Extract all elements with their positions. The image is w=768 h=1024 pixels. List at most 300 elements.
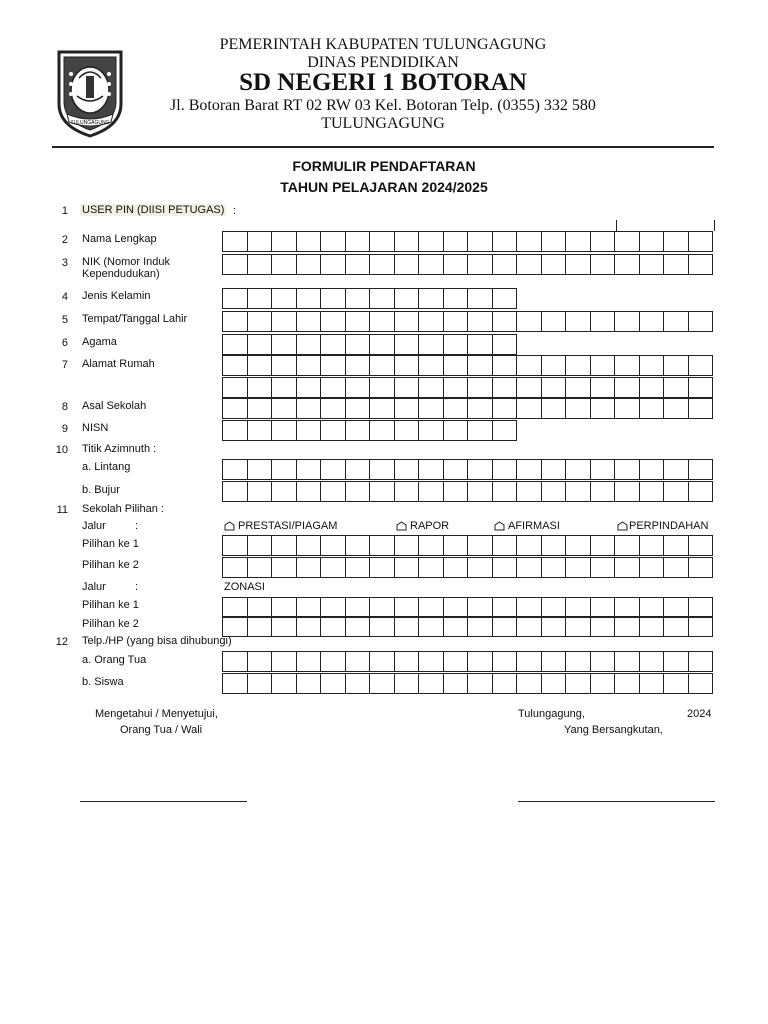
char-box[interactable] (296, 597, 322, 618)
char-box[interactable] (688, 557, 714, 578)
char-box[interactable] (394, 673, 420, 694)
char-box[interactable] (320, 311, 346, 332)
char-box[interactable] (247, 311, 273, 332)
choice1-boxes[interactable] (222, 535, 713, 556)
char-box[interactable] (443, 311, 469, 332)
char-box[interactable] (688, 651, 714, 672)
birth-place-date-boxes[interactable] (222, 311, 713, 332)
char-box[interactable] (320, 334, 346, 355)
char-box[interactable] (443, 557, 469, 578)
char-box[interactable] (541, 557, 567, 578)
choice2-boxes[interactable] (222, 557, 713, 578)
char-box[interactable] (394, 616, 420, 637)
char-box[interactable] (467, 398, 493, 419)
char-box[interactable] (345, 398, 371, 419)
char-box[interactable] (345, 651, 371, 672)
char-box[interactable] (663, 355, 689, 376)
char-box[interactable] (296, 673, 322, 694)
char-box[interactable] (492, 651, 518, 672)
char-box[interactable] (418, 616, 444, 637)
char-box[interactable] (418, 398, 444, 419)
char-box[interactable] (271, 651, 297, 672)
char-box[interactable] (222, 355, 248, 376)
char-box[interactable] (492, 254, 518, 275)
char-box[interactable] (222, 334, 248, 355)
char-box[interactable] (320, 535, 346, 556)
char-box[interactable] (443, 334, 469, 355)
char-box[interactable] (443, 377, 469, 398)
char-box[interactable] (394, 355, 420, 376)
char-box[interactable] (369, 254, 395, 275)
char-box[interactable] (516, 651, 542, 672)
char-box[interactable] (247, 420, 273, 441)
char-box[interactable] (663, 651, 689, 672)
char-box[interactable] (247, 673, 273, 694)
char-box[interactable] (247, 231, 273, 252)
char-box[interactable] (565, 673, 591, 694)
char-box[interactable] (296, 420, 322, 441)
char-box[interactable] (271, 231, 297, 252)
char-box[interactable] (590, 398, 616, 419)
char-box[interactable] (639, 673, 665, 694)
char-box[interactable] (663, 231, 689, 252)
char-box[interactable] (492, 420, 518, 441)
char-box[interactable] (443, 398, 469, 419)
char-box[interactable] (590, 557, 616, 578)
char-box[interactable] (320, 377, 346, 398)
char-box[interactable] (688, 673, 714, 694)
char-box[interactable] (443, 651, 469, 672)
char-box[interactable] (467, 459, 493, 480)
char-box[interactable] (320, 616, 346, 637)
char-box[interactable] (320, 288, 346, 309)
char-box[interactable] (541, 651, 567, 672)
char-box[interactable] (663, 616, 689, 637)
char-box[interactable] (467, 288, 493, 309)
char-box[interactable] (663, 311, 689, 332)
char-box[interactable] (394, 377, 420, 398)
char-box[interactable] (369, 597, 395, 618)
char-box[interactable] (271, 459, 297, 480)
char-box[interactable] (516, 231, 542, 252)
option-prestasi[interactable] (224, 520, 337, 532)
char-box[interactable] (492, 398, 518, 419)
char-box[interactable] (688, 355, 714, 376)
char-box[interactable] (394, 254, 420, 275)
char-box[interactable] (614, 377, 640, 398)
char-box[interactable] (614, 398, 640, 419)
char-box[interactable] (320, 459, 346, 480)
char-box[interactable] (565, 616, 591, 637)
char-box[interactable] (222, 231, 248, 252)
char-box[interactable] (443, 420, 469, 441)
char-box[interactable] (541, 311, 567, 332)
char-box[interactable] (296, 459, 322, 480)
char-box[interactable] (541, 673, 567, 694)
char-box[interactable] (590, 459, 616, 480)
char-box[interactable] (565, 597, 591, 618)
char-box[interactable] (345, 334, 371, 355)
char-box[interactable] (418, 651, 444, 672)
char-box[interactable] (369, 334, 395, 355)
char-box[interactable] (345, 231, 371, 252)
char-box[interactable] (663, 398, 689, 419)
char-box[interactable] (516, 355, 542, 376)
char-box[interactable] (639, 311, 665, 332)
zonasi-choice1-boxes[interactable] (222, 597, 713, 618)
char-box[interactable] (394, 481, 420, 502)
char-box[interactable] (516, 398, 542, 419)
char-box[interactable] (247, 535, 273, 556)
char-box[interactable] (492, 459, 518, 480)
origin-school-boxes[interactable] (222, 398, 713, 419)
char-box[interactable] (443, 673, 469, 694)
char-box[interactable] (345, 597, 371, 618)
char-box[interactable] (614, 616, 640, 637)
gender-boxes[interactable] (222, 288, 517, 309)
char-box[interactable] (565, 459, 591, 480)
char-box[interactable] (345, 481, 371, 502)
char-box[interactable] (541, 254, 567, 275)
char-box[interactable] (590, 616, 616, 637)
char-box[interactable] (222, 459, 248, 480)
char-box[interactable] (345, 420, 371, 441)
char-box[interactable] (271, 597, 297, 618)
char-box[interactable] (418, 334, 444, 355)
char-box[interactable] (247, 254, 273, 275)
char-box[interactable] (418, 673, 444, 694)
char-box[interactable] (222, 481, 248, 502)
char-box[interactable] (222, 673, 248, 694)
char-box[interactable] (271, 616, 297, 637)
char-box[interactable] (565, 398, 591, 419)
char-box[interactable] (443, 481, 469, 502)
char-box[interactable] (688, 254, 714, 275)
char-box[interactable] (271, 254, 297, 275)
char-box[interactable] (443, 616, 469, 637)
char-box[interactable] (222, 557, 248, 578)
char-box[interactable] (467, 673, 493, 694)
char-box[interactable] (565, 651, 591, 672)
char-box[interactable] (296, 481, 322, 502)
char-box[interactable] (345, 673, 371, 694)
char-box[interactable] (418, 355, 444, 376)
char-box[interactable] (614, 254, 640, 275)
char-box[interactable] (296, 535, 322, 556)
char-box[interactable] (688, 459, 714, 480)
char-box[interactable] (467, 616, 493, 637)
char-box[interactable] (443, 231, 469, 252)
char-box[interactable] (467, 557, 493, 578)
char-box[interactable] (271, 398, 297, 419)
char-box[interactable] (345, 557, 371, 578)
char-box[interactable] (418, 420, 444, 441)
char-box[interactable] (590, 673, 616, 694)
char-box[interactable] (247, 355, 273, 376)
char-box[interactable] (443, 535, 469, 556)
char-box[interactable] (222, 420, 248, 441)
char-box[interactable] (663, 557, 689, 578)
char-box[interactable] (222, 651, 248, 672)
char-box[interactable] (516, 459, 542, 480)
char-box[interactable] (394, 420, 420, 441)
char-box[interactable] (443, 288, 469, 309)
char-box[interactable] (222, 535, 248, 556)
char-box[interactable] (320, 651, 346, 672)
char-box[interactable] (247, 334, 273, 355)
char-box[interactable] (320, 597, 346, 618)
char-box[interactable] (418, 377, 444, 398)
char-box[interactable] (345, 288, 371, 309)
char-box[interactable] (590, 597, 616, 618)
char-box[interactable] (516, 557, 542, 578)
char-box[interactable] (590, 377, 616, 398)
char-box[interactable] (271, 377, 297, 398)
char-box[interactable] (688, 398, 714, 419)
char-box[interactable] (345, 377, 371, 398)
parent-phone-boxes[interactable] (222, 651, 713, 672)
char-box[interactable] (345, 616, 371, 637)
char-box[interactable] (369, 557, 395, 578)
char-box[interactable] (516, 673, 542, 694)
char-box[interactable] (247, 288, 273, 309)
char-box[interactable] (345, 254, 371, 275)
char-box[interactable] (590, 311, 616, 332)
char-box[interactable] (467, 311, 493, 332)
nisn-boxes[interactable] (222, 420, 517, 441)
char-box[interactable] (614, 535, 640, 556)
char-box[interactable] (443, 254, 469, 275)
char-box[interactable] (541, 616, 567, 637)
char-box[interactable] (296, 311, 322, 332)
char-box[interactable] (639, 557, 665, 578)
char-box[interactable] (222, 311, 248, 332)
char-box[interactable] (639, 398, 665, 419)
char-box[interactable] (345, 535, 371, 556)
char-box[interactable] (296, 231, 322, 252)
char-box[interactable] (516, 597, 542, 618)
char-box[interactable] (222, 288, 248, 309)
char-box[interactable] (565, 231, 591, 252)
char-box[interactable] (296, 288, 322, 309)
char-box[interactable] (663, 377, 689, 398)
char-box[interactable] (320, 481, 346, 502)
char-box[interactable] (369, 377, 395, 398)
option-rapor[interactable] (396, 520, 449, 532)
char-box[interactable] (247, 651, 273, 672)
char-box[interactable] (369, 398, 395, 419)
char-box[interactable] (345, 311, 371, 332)
char-box[interactable] (614, 481, 640, 502)
char-box[interactable] (369, 459, 395, 480)
char-box[interactable] (296, 616, 322, 637)
char-box[interactable] (639, 377, 665, 398)
char-box[interactable] (467, 231, 493, 252)
char-box[interactable] (565, 481, 591, 502)
char-box[interactable] (688, 535, 714, 556)
char-box[interactable] (565, 557, 591, 578)
char-box[interactable] (541, 398, 567, 419)
char-box[interactable] (565, 355, 591, 376)
char-box[interactable] (320, 673, 346, 694)
char-box[interactable] (565, 254, 591, 275)
char-box[interactable] (443, 597, 469, 618)
char-box[interactable] (271, 288, 297, 309)
char-box[interactable] (394, 557, 420, 578)
char-box[interactable] (443, 355, 469, 376)
char-box[interactable] (492, 231, 518, 252)
char-box[interactable] (565, 535, 591, 556)
char-box[interactable] (394, 535, 420, 556)
char-box[interactable] (369, 651, 395, 672)
char-box[interactable] (614, 557, 640, 578)
char-box[interactable] (394, 459, 420, 480)
char-box[interactable] (222, 616, 248, 637)
zonasi-choice2-boxes[interactable] (222, 616, 713, 637)
char-box[interactable] (541, 231, 567, 252)
char-box[interactable] (467, 420, 493, 441)
char-box[interactable] (467, 535, 493, 556)
char-box[interactable] (394, 311, 420, 332)
char-box[interactable] (614, 459, 640, 480)
char-box[interactable] (614, 651, 640, 672)
char-box[interactable] (394, 231, 420, 252)
char-box[interactable] (590, 535, 616, 556)
char-box[interactable] (688, 616, 714, 637)
char-box[interactable] (418, 288, 444, 309)
char-box[interactable] (492, 288, 518, 309)
char-box[interactable] (590, 481, 616, 502)
char-box[interactable] (565, 311, 591, 332)
char-box[interactable] (394, 288, 420, 309)
char-box[interactable] (271, 355, 297, 376)
char-box[interactable] (418, 481, 444, 502)
char-box[interactable] (639, 254, 665, 275)
char-box[interactable] (369, 311, 395, 332)
char-box[interactable] (271, 311, 297, 332)
nik-boxes[interactable] (222, 254, 713, 275)
latitude-boxes[interactable] (222, 459, 713, 480)
char-box[interactable] (614, 231, 640, 252)
char-box[interactable] (492, 616, 518, 637)
char-box[interactable] (296, 355, 322, 376)
char-box[interactable] (296, 254, 322, 275)
char-box[interactable] (663, 597, 689, 618)
char-box[interactable] (271, 420, 297, 441)
char-box[interactable] (247, 616, 273, 637)
char-box[interactable] (492, 311, 518, 332)
char-box[interactable] (320, 254, 346, 275)
option-afirmasi[interactable] (494, 520, 560, 532)
char-box[interactable] (492, 334, 518, 355)
char-box[interactable] (467, 355, 493, 376)
char-box[interactable] (467, 597, 493, 618)
char-box[interactable] (467, 481, 493, 502)
full-name-boxes[interactable] (222, 231, 713, 252)
char-box[interactable] (369, 535, 395, 556)
char-box[interactable] (271, 673, 297, 694)
address-boxes-line1[interactable] (222, 355, 713, 376)
char-box[interactable] (418, 459, 444, 480)
char-box[interactable] (394, 334, 420, 355)
char-box[interactable] (296, 377, 322, 398)
char-box[interactable] (418, 535, 444, 556)
char-box[interactable] (663, 481, 689, 502)
char-box[interactable] (541, 355, 567, 376)
char-box[interactable] (369, 231, 395, 252)
char-box[interactable] (614, 597, 640, 618)
char-box[interactable] (418, 231, 444, 252)
char-box[interactable] (247, 597, 273, 618)
char-box[interactable] (516, 535, 542, 556)
char-box[interactable] (222, 398, 248, 419)
char-box[interactable] (467, 377, 493, 398)
char-box[interactable] (369, 288, 395, 309)
char-box[interactable] (369, 673, 395, 694)
char-box[interactable] (418, 597, 444, 618)
char-box[interactable] (688, 311, 714, 332)
char-box[interactable] (369, 616, 395, 637)
char-box[interactable] (271, 557, 297, 578)
address-boxes-line2[interactable] (222, 377, 713, 398)
char-box[interactable] (590, 231, 616, 252)
char-box[interactable] (345, 355, 371, 376)
char-box[interactable] (222, 254, 248, 275)
char-box[interactable] (222, 597, 248, 618)
char-box[interactable] (541, 377, 567, 398)
char-box[interactable] (639, 355, 665, 376)
student-phone-boxes[interactable] (222, 673, 713, 694)
char-box[interactable] (590, 355, 616, 376)
char-box[interactable] (320, 398, 346, 419)
char-box[interactable] (320, 355, 346, 376)
char-box[interactable] (394, 651, 420, 672)
char-box[interactable] (345, 459, 371, 480)
char-box[interactable] (492, 557, 518, 578)
char-box[interactable] (418, 254, 444, 275)
char-box[interactable] (688, 481, 714, 502)
char-box[interactable] (541, 597, 567, 618)
char-box[interactable] (369, 355, 395, 376)
char-box[interactable] (516, 481, 542, 502)
char-box[interactable] (639, 597, 665, 618)
char-box[interactable] (639, 651, 665, 672)
option-perpindahan[interactable] (617, 520, 708, 532)
char-box[interactable] (320, 557, 346, 578)
char-box[interactable] (516, 311, 542, 332)
char-box[interactable] (614, 355, 640, 376)
char-box[interactable] (516, 254, 542, 275)
parent-signature-line[interactable] (80, 801, 247, 802)
char-box[interactable] (639, 616, 665, 637)
char-box[interactable] (639, 481, 665, 502)
char-box[interactable] (271, 535, 297, 556)
char-box[interactable] (247, 398, 273, 419)
char-box[interactable] (247, 481, 273, 502)
char-box[interactable] (688, 231, 714, 252)
char-box[interactable] (590, 651, 616, 672)
char-box[interactable] (443, 459, 469, 480)
char-box[interactable] (271, 481, 297, 502)
char-box[interactable] (320, 231, 346, 252)
char-box[interactable] (590, 254, 616, 275)
char-box[interactable] (296, 557, 322, 578)
char-box[interactable] (418, 311, 444, 332)
longitude-boxes[interactable] (222, 481, 713, 502)
applicant-signature-line[interactable] (518, 801, 715, 802)
char-box[interactable] (296, 651, 322, 672)
char-box[interactable] (663, 254, 689, 275)
